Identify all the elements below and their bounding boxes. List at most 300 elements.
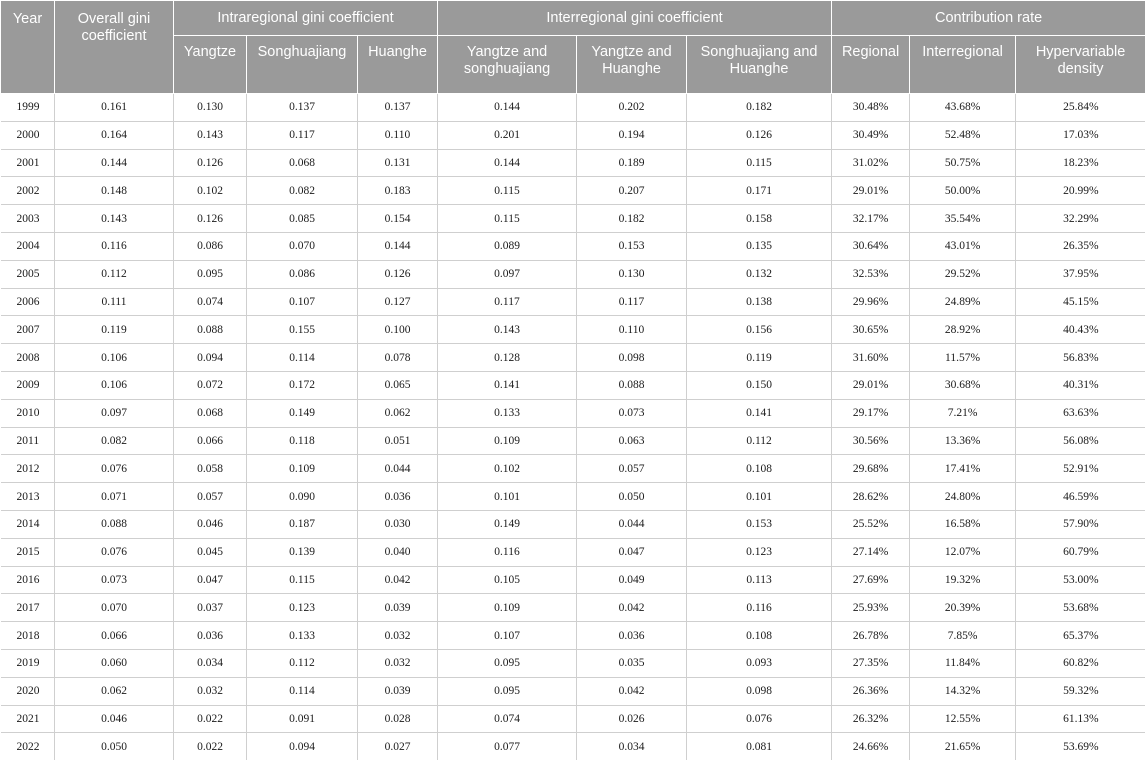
cell-year: 2000: [1, 121, 55, 149]
cell-intra-yangtze: 0.126: [174, 205, 247, 233]
cell-year: 2020: [1, 677, 55, 705]
cell-contrib-interregional: 7.21%: [910, 399, 1016, 427]
cell-year: 2014: [1, 510, 55, 538]
cell-contrib-hypervariable: 37.95%: [1016, 260, 1145, 288]
table-row: [1, 538, 1145, 566]
cell-inter-songhuajiang-huanghe: 0.101: [687, 483, 832, 511]
cell-intra-yangtze: 0.072: [174, 371, 247, 399]
cell-inter-yangtze-songhuajiang: 0.115: [438, 177, 577, 205]
cell-intra-huanghe: 0.065: [358, 371, 438, 399]
cell-intra-songhuajiang: 0.094: [247, 733, 358, 760]
cell-intra-huanghe: 0.027: [358, 733, 438, 760]
header-inter-songhuajiang-huanghe: Songhuajiang and Huanghe: [687, 36, 832, 94]
cell-intra-yangtze: 0.088: [174, 316, 247, 344]
cell-contrib-hypervariable: 40.31%: [1016, 371, 1145, 399]
header-overall-gini: Overall gini coefficient: [55, 1, 174, 94]
cell-intra-huanghe: 0.039: [358, 677, 438, 705]
cell-year: 2022: [1, 733, 55, 760]
cell-intra-yangtze: 0.057: [174, 483, 247, 511]
cell-year: 2009: [1, 371, 55, 399]
cell-intra-yangtze: 0.086: [174, 232, 247, 260]
cell-inter-yangtze-songhuajiang: 0.101: [438, 483, 577, 511]
cell-overall-gini: 0.060: [55, 649, 174, 677]
cell-inter-yangtze-huanghe: 0.130: [577, 260, 687, 288]
header-contrib-regional: Regional: [832, 36, 910, 94]
cell-contrib-hypervariable: 57.90%: [1016, 510, 1145, 538]
cell-contrib-regional: 29.17%: [832, 399, 910, 427]
cell-contrib-regional: 29.96%: [832, 288, 910, 316]
table-row: [1, 205, 1145, 233]
cell-inter-songhuajiang-huanghe: 0.108: [687, 622, 832, 650]
cell-contrib-hypervariable: 53.69%: [1016, 733, 1145, 760]
cell-inter-songhuajiang-huanghe: 0.076: [687, 705, 832, 733]
cell-intra-songhuajiang: 0.172: [247, 371, 358, 399]
table-row: [1, 455, 1145, 483]
cell-intra-songhuajiang: 0.187: [247, 510, 358, 538]
cell-intra-huanghe: 0.039: [358, 594, 438, 622]
cell-contrib-interregional: 12.07%: [910, 538, 1016, 566]
cell-intra-huanghe: 0.030: [358, 510, 438, 538]
cell-overall-gini: 0.144: [55, 149, 174, 177]
cell-contrib-interregional: 24.80%: [910, 483, 1016, 511]
cell-intra-huanghe: 0.154: [358, 205, 438, 233]
cell-overall-gini: 0.070: [55, 594, 174, 622]
cell-contrib-regional: 30.48%: [832, 94, 910, 122]
cell-inter-yangtze-songhuajiang: 0.116: [438, 538, 577, 566]
cell-intra-huanghe: 0.137: [358, 94, 438, 122]
cell-contrib-hypervariable: 56.83%: [1016, 344, 1145, 372]
cell-contrib-interregional: 35.54%: [910, 205, 1016, 233]
cell-overall-gini: 0.148: [55, 177, 174, 205]
cell-contrib-hypervariable: 26.35%: [1016, 232, 1145, 260]
cell-contrib-hypervariable: 60.82%: [1016, 649, 1145, 677]
cell-contrib-regional: 26.78%: [832, 622, 910, 650]
table-row: [1, 427, 1145, 455]
cell-contrib-interregional: 11.84%: [910, 649, 1016, 677]
table-row: [1, 622, 1145, 650]
cell-contrib-regional: 31.02%: [832, 149, 910, 177]
cell-inter-songhuajiang-huanghe: 0.119: [687, 344, 832, 372]
cell-intra-huanghe: 0.144: [358, 232, 438, 260]
cell-contrib-hypervariable: 56.08%: [1016, 427, 1145, 455]
cell-overall-gini: 0.119: [55, 316, 174, 344]
cell-year: 2008: [1, 344, 55, 372]
cell-contrib-hypervariable: 53.68%: [1016, 594, 1145, 622]
cell-inter-songhuajiang-huanghe: 0.182: [687, 94, 832, 122]
cell-intra-huanghe: 0.126: [358, 260, 438, 288]
cell-intra-songhuajiang: 0.123: [247, 594, 358, 622]
cell-intra-yangtze: 0.068: [174, 399, 247, 427]
cell-contrib-hypervariable: 59.32%: [1016, 677, 1145, 705]
cell-inter-yangtze-songhuajiang: 0.141: [438, 371, 577, 399]
cell-overall-gini: 0.097: [55, 399, 174, 427]
header-year: Year: [1, 1, 55, 94]
cell-inter-yangtze-huanghe: 0.049: [577, 566, 687, 594]
cell-intra-yangtze: 0.046: [174, 510, 247, 538]
table-row: [1, 260, 1145, 288]
cell-contrib-interregional: 12.55%: [910, 705, 1016, 733]
header-inter-yangtze-huanghe: Yangtze and Huanghe: [577, 36, 687, 94]
table-row: [1, 705, 1145, 733]
cell-inter-songhuajiang-huanghe: 0.081: [687, 733, 832, 760]
cell-contrib-regional: 29.68%: [832, 455, 910, 483]
cell-inter-songhuajiang-huanghe: 0.116: [687, 594, 832, 622]
header-intra-huanghe: Huanghe: [358, 36, 438, 94]
cell-contrib-hypervariable: 32.29%: [1016, 205, 1145, 233]
cell-intra-huanghe: 0.032: [358, 649, 438, 677]
cell-inter-songhuajiang-huanghe: 0.135: [687, 232, 832, 260]
cell-year: 2006: [1, 288, 55, 316]
cell-inter-yangtze-huanghe: 0.117: [577, 288, 687, 316]
header-contrib-hypervariable: Hypervariable density: [1016, 36, 1145, 94]
cell-intra-yangtze: 0.034: [174, 649, 247, 677]
cell-contrib-regional: 27.35%: [832, 649, 910, 677]
table-row: [1, 483, 1145, 511]
cell-intra-huanghe: 0.036: [358, 483, 438, 511]
cell-inter-yangtze-songhuajiang: 0.144: [438, 149, 577, 177]
cell-contrib-regional: 30.56%: [832, 427, 910, 455]
table-row: [1, 94, 1145, 122]
cell-inter-yangtze-huanghe: 0.035: [577, 649, 687, 677]
cell-intra-songhuajiang: 0.117: [247, 121, 358, 149]
cell-inter-yangtze-huanghe: 0.202: [577, 94, 687, 122]
cell-overall-gini: 0.112: [55, 260, 174, 288]
cell-contrib-hypervariable: 25.84%: [1016, 94, 1145, 122]
cell-contrib-regional: 27.69%: [832, 566, 910, 594]
cell-intra-huanghe: 0.040: [358, 538, 438, 566]
cell-contrib-regional: 25.93%: [832, 594, 910, 622]
cell-contrib-interregional: 50.00%: [910, 177, 1016, 205]
header-intra-songhuajiang: Songhuajiang: [247, 36, 358, 94]
cell-year: 2015: [1, 538, 55, 566]
cell-overall-gini: 0.088: [55, 510, 174, 538]
table-row: [1, 371, 1145, 399]
cell-inter-yangtze-songhuajiang: 0.102: [438, 455, 577, 483]
cell-overall-gini: 0.050: [55, 733, 174, 760]
cell-contrib-regional: 26.32%: [832, 705, 910, 733]
cell-year: 2021: [1, 705, 55, 733]
cell-inter-songhuajiang-huanghe: 0.126: [687, 121, 832, 149]
cell-inter-yangtze-huanghe: 0.026: [577, 705, 687, 733]
cell-intra-songhuajiang: 0.114: [247, 677, 358, 705]
cell-overall-gini: 0.071: [55, 483, 174, 511]
cell-inter-yangtze-huanghe: 0.088: [577, 371, 687, 399]
cell-overall-gini: 0.111: [55, 288, 174, 316]
cell-intra-yangtze: 0.130: [174, 94, 247, 122]
cell-inter-yangtze-huanghe: 0.047: [577, 538, 687, 566]
cell-intra-yangtze: 0.094: [174, 344, 247, 372]
cell-inter-songhuajiang-huanghe: 0.150: [687, 371, 832, 399]
cell-intra-songhuajiang: 0.090: [247, 483, 358, 511]
cell-inter-songhuajiang-huanghe: 0.115: [687, 149, 832, 177]
cell-intra-songhuajiang: 0.155: [247, 316, 358, 344]
cell-year: 2018: [1, 622, 55, 650]
table-row: [1, 177, 1145, 205]
cell-intra-yangtze: 0.037: [174, 594, 247, 622]
cell-intra-songhuajiang: 0.085: [247, 205, 358, 233]
cell-inter-yangtze-huanghe: 0.073: [577, 399, 687, 427]
cell-contrib-hypervariable: 52.91%: [1016, 455, 1145, 483]
cell-contrib-hypervariable: 46.59%: [1016, 483, 1145, 511]
cell-overall-gini: 0.046: [55, 705, 174, 733]
cell-year: 2011: [1, 427, 55, 455]
cell-inter-yangtze-huanghe: 0.036: [577, 622, 687, 650]
cell-inter-songhuajiang-huanghe: 0.141: [687, 399, 832, 427]
cell-inter-yangtze-huanghe: 0.110: [577, 316, 687, 344]
cell-inter-songhuajiang-huanghe: 0.093: [687, 649, 832, 677]
cell-contrib-regional: 29.01%: [832, 177, 910, 205]
table-row: [1, 677, 1145, 705]
cell-contrib-hypervariable: 65.37%: [1016, 622, 1145, 650]
cell-year: 1999: [1, 94, 55, 122]
table-row: [1, 510, 1145, 538]
cell-overall-gini: 0.143: [55, 205, 174, 233]
cell-overall-gini: 0.082: [55, 427, 174, 455]
cell-intra-songhuajiang: 0.068: [247, 149, 358, 177]
cell-inter-songhuajiang-huanghe: 0.138: [687, 288, 832, 316]
cell-intra-huanghe: 0.110: [358, 121, 438, 149]
cell-intra-yangtze: 0.032: [174, 677, 247, 705]
cell-intra-yangtze: 0.058: [174, 455, 247, 483]
cell-year: 2004: [1, 232, 55, 260]
cell-year: 2001: [1, 149, 55, 177]
cell-inter-yangtze-huanghe: 0.042: [577, 594, 687, 622]
cell-intra-huanghe: 0.100: [358, 316, 438, 344]
cell-inter-songhuajiang-huanghe: 0.158: [687, 205, 832, 233]
cell-intra-songhuajiang: 0.137: [247, 94, 358, 122]
cell-intra-songhuajiang: 0.082: [247, 177, 358, 205]
cell-intra-huanghe: 0.051: [358, 427, 438, 455]
cell-contrib-regional: 30.65%: [832, 316, 910, 344]
table-body: [1, 94, 1145, 760]
cell-intra-yangtze: 0.126: [174, 149, 247, 177]
cell-intra-yangtze: 0.022: [174, 705, 247, 733]
cell-inter-songhuajiang-huanghe: 0.153: [687, 510, 832, 538]
cell-overall-gini: 0.073: [55, 566, 174, 594]
cell-intra-songhuajiang: 0.070: [247, 232, 358, 260]
cell-inter-songhuajiang-huanghe: 0.132: [687, 260, 832, 288]
cell-overall-gini: 0.066: [55, 622, 174, 650]
cell-year: 2002: [1, 177, 55, 205]
cell-contrib-regional: 24.66%: [832, 733, 910, 760]
cell-overall-gini: 0.062: [55, 677, 174, 705]
cell-contrib-interregional: 43.68%: [910, 94, 1016, 122]
cell-intra-songhuajiang: 0.112: [247, 649, 358, 677]
cell-inter-songhuajiang-huanghe: 0.113: [687, 566, 832, 594]
cell-inter-yangtze-huanghe: 0.050: [577, 483, 687, 511]
cell-inter-yangtze-huanghe: 0.034: [577, 733, 687, 760]
cell-intra-songhuajiang: 0.115: [247, 566, 358, 594]
cell-inter-yangtze-songhuajiang: 0.115: [438, 205, 577, 233]
cell-contrib-regional: 27.14%: [832, 538, 910, 566]
cell-inter-songhuajiang-huanghe: 0.171: [687, 177, 832, 205]
cell-inter-songhuajiang-huanghe: 0.098: [687, 677, 832, 705]
cell-inter-yangtze-songhuajiang: 0.109: [438, 427, 577, 455]
cell-inter-yangtze-songhuajiang: 0.089: [438, 232, 577, 260]
cell-overall-gini: 0.076: [55, 455, 174, 483]
cell-intra-huanghe: 0.032: [358, 622, 438, 650]
cell-contrib-hypervariable: 60.79%: [1016, 538, 1145, 566]
cell-inter-yangtze-huanghe: 0.153: [577, 232, 687, 260]
header-contribution-group: Contribution rate: [832, 1, 1145, 36]
cell-year: 2005: [1, 260, 55, 288]
cell-overall-gini: 0.076: [55, 538, 174, 566]
cell-intra-songhuajiang: 0.086: [247, 260, 358, 288]
cell-intra-songhuajiang: 0.114: [247, 344, 358, 372]
cell-intra-huanghe: 0.042: [358, 566, 438, 594]
cell-contrib-regional: 31.60%: [832, 344, 910, 372]
table-row: [1, 149, 1145, 177]
cell-contrib-hypervariable: 61.13%: [1016, 705, 1145, 733]
table-row: [1, 344, 1145, 372]
cell-intra-huanghe: 0.062: [358, 399, 438, 427]
table-row: [1, 121, 1145, 149]
table-row: [1, 288, 1145, 316]
cell-inter-yangtze-songhuajiang: 0.144: [438, 94, 577, 122]
cell-inter-yangtze-huanghe: 0.189: [577, 149, 687, 177]
header-interregional-group: Interregional gini coefficient: [438, 1, 832, 36]
cell-contrib-hypervariable: 17.03%: [1016, 121, 1145, 149]
cell-overall-gini: 0.116: [55, 232, 174, 260]
cell-contrib-interregional: 29.52%: [910, 260, 1016, 288]
cell-year: 2016: [1, 566, 55, 594]
cell-contrib-interregional: 21.65%: [910, 733, 1016, 760]
cell-intra-songhuajiang: 0.133: [247, 622, 358, 650]
cell-contrib-regional: 30.49%: [832, 121, 910, 149]
cell-intra-yangtze: 0.066: [174, 427, 247, 455]
cell-inter-yangtze-huanghe: 0.098: [577, 344, 687, 372]
cell-overall-gini: 0.106: [55, 371, 174, 399]
cell-intra-huanghe: 0.028: [358, 705, 438, 733]
cell-year: 2007: [1, 316, 55, 344]
cell-inter-yangtze-songhuajiang: 0.109: [438, 594, 577, 622]
cell-overall-gini: 0.106: [55, 344, 174, 372]
cell-contrib-hypervariable: 45.15%: [1016, 288, 1145, 316]
cell-contrib-interregional: 28.92%: [910, 316, 1016, 344]
cell-contrib-interregional: 7.85%: [910, 622, 1016, 650]
cell-contrib-interregional: 14.32%: [910, 677, 1016, 705]
cell-year: 2017: [1, 594, 55, 622]
cell-inter-yangtze-songhuajiang: 0.133: [438, 399, 577, 427]
cell-intra-huanghe: 0.127: [358, 288, 438, 316]
table-row: [1, 232, 1145, 260]
cell-inter-yangtze-songhuajiang: 0.074: [438, 705, 577, 733]
cell-intra-huanghe: 0.044: [358, 455, 438, 483]
table-row: [1, 566, 1145, 594]
cell-inter-yangtze-songhuajiang: 0.105: [438, 566, 577, 594]
cell-year: 2013: [1, 483, 55, 511]
cell-inter-yangtze-songhuajiang: 0.095: [438, 677, 577, 705]
cell-intra-yangtze: 0.045: [174, 538, 247, 566]
cell-contrib-interregional: 30.68%: [910, 371, 1016, 399]
header-intraregional-group: Intraregional gini coefficient: [174, 1, 438, 36]
cell-contrib-interregional: 43.01%: [910, 232, 1016, 260]
cell-year: 2010: [1, 399, 55, 427]
cell-intra-huanghe: 0.183: [358, 177, 438, 205]
cell-contrib-interregional: 13.36%: [910, 427, 1016, 455]
cell-contrib-hypervariable: 63.63%: [1016, 399, 1145, 427]
cell-contrib-interregional: 16.58%: [910, 510, 1016, 538]
cell-contrib-hypervariable: 40.43%: [1016, 316, 1145, 344]
cell-inter-yangtze-songhuajiang: 0.128: [438, 344, 577, 372]
cell-contrib-interregional: 50.75%: [910, 149, 1016, 177]
cell-inter-yangtze-songhuajiang: 0.117: [438, 288, 577, 316]
cell-contrib-interregional: 20.39%: [910, 594, 1016, 622]
table-header: [1, 1, 1145, 94]
header-contrib-interregional: Interregional: [910, 36, 1016, 94]
cell-intra-songhuajiang: 0.091: [247, 705, 358, 733]
cell-intra-yangtze: 0.102: [174, 177, 247, 205]
cell-inter-yangtze-huanghe: 0.044: [577, 510, 687, 538]
cell-inter-yangtze-huanghe: 0.063: [577, 427, 687, 455]
cell-inter-yangtze-songhuajiang: 0.097: [438, 260, 577, 288]
cell-inter-yangtze-songhuajiang: 0.201: [438, 121, 577, 149]
cell-inter-yangtze-huanghe: 0.194: [577, 121, 687, 149]
cell-contrib-regional: 30.64%: [832, 232, 910, 260]
cell-intra-huanghe: 0.131: [358, 149, 438, 177]
cell-year: 2019: [1, 649, 55, 677]
cell-intra-yangtze: 0.036: [174, 622, 247, 650]
cell-inter-yangtze-songhuajiang: 0.077: [438, 733, 577, 760]
cell-contrib-regional: 32.17%: [832, 205, 910, 233]
cell-inter-yangtze-songhuajiang: 0.107: [438, 622, 577, 650]
cell-contrib-interregional: 17.41%: [910, 455, 1016, 483]
cell-contrib-hypervariable: 18.23%: [1016, 149, 1145, 177]
header-intra-yangtze: Yangtze: [174, 36, 247, 94]
cell-intra-songhuajiang: 0.109: [247, 455, 358, 483]
cell-inter-yangtze-huanghe: 0.042: [577, 677, 687, 705]
cell-inter-songhuajiang-huanghe: 0.156: [687, 316, 832, 344]
table-row: [1, 594, 1145, 622]
table-row: [1, 399, 1145, 427]
cell-inter-yangtze-huanghe: 0.057: [577, 455, 687, 483]
cell-intra-songhuajiang: 0.118: [247, 427, 358, 455]
cell-overall-gini: 0.161: [55, 94, 174, 122]
cell-contrib-regional: 28.62%: [832, 483, 910, 511]
cell-contrib-interregional: 19.32%: [910, 566, 1016, 594]
cell-contrib-interregional: 24.89%: [910, 288, 1016, 316]
cell-inter-yangtze-huanghe: 0.182: [577, 205, 687, 233]
cell-intra-yangtze: 0.095: [174, 260, 247, 288]
cell-contrib-interregional: 52.48%: [910, 121, 1016, 149]
cell-intra-yangtze: 0.022: [174, 733, 247, 760]
cell-inter-yangtze-huanghe: 0.207: [577, 177, 687, 205]
cell-inter-songhuajiang-huanghe: 0.108: [687, 455, 832, 483]
table-row: [1, 733, 1145, 760]
cell-contrib-hypervariable: 20.99%: [1016, 177, 1145, 205]
cell-year: 2012: [1, 455, 55, 483]
cell-contrib-interregional: 11.57%: [910, 344, 1016, 372]
cell-intra-songhuajiang: 0.139: [247, 538, 358, 566]
cell-intra-songhuajiang: 0.107: [247, 288, 358, 316]
cell-inter-yangtze-songhuajiang: 0.095: [438, 649, 577, 677]
cell-year: 2003: [1, 205, 55, 233]
cell-overall-gini: 0.164: [55, 121, 174, 149]
header-inter-yangtze-songhuajiang: Yangtze and songhuajiang: [438, 36, 577, 94]
cell-contrib-regional: 25.52%: [832, 510, 910, 538]
table-row: [1, 316, 1145, 344]
table-row: [1, 649, 1145, 677]
cell-inter-yangtze-songhuajiang: 0.149: [438, 510, 577, 538]
cell-intra-songhuajiang: 0.149: [247, 399, 358, 427]
cell-contrib-regional: 26.36%: [832, 677, 910, 705]
cell-inter-yangtze-songhuajiang: 0.143: [438, 316, 577, 344]
cell-contrib-hypervariable: 53.00%: [1016, 566, 1145, 594]
cell-intra-yangtze: 0.074: [174, 288, 247, 316]
cell-contrib-regional: 29.01%: [832, 371, 910, 399]
cell-inter-songhuajiang-huanghe: 0.112: [687, 427, 832, 455]
cell-intra-huanghe: 0.078: [358, 344, 438, 372]
